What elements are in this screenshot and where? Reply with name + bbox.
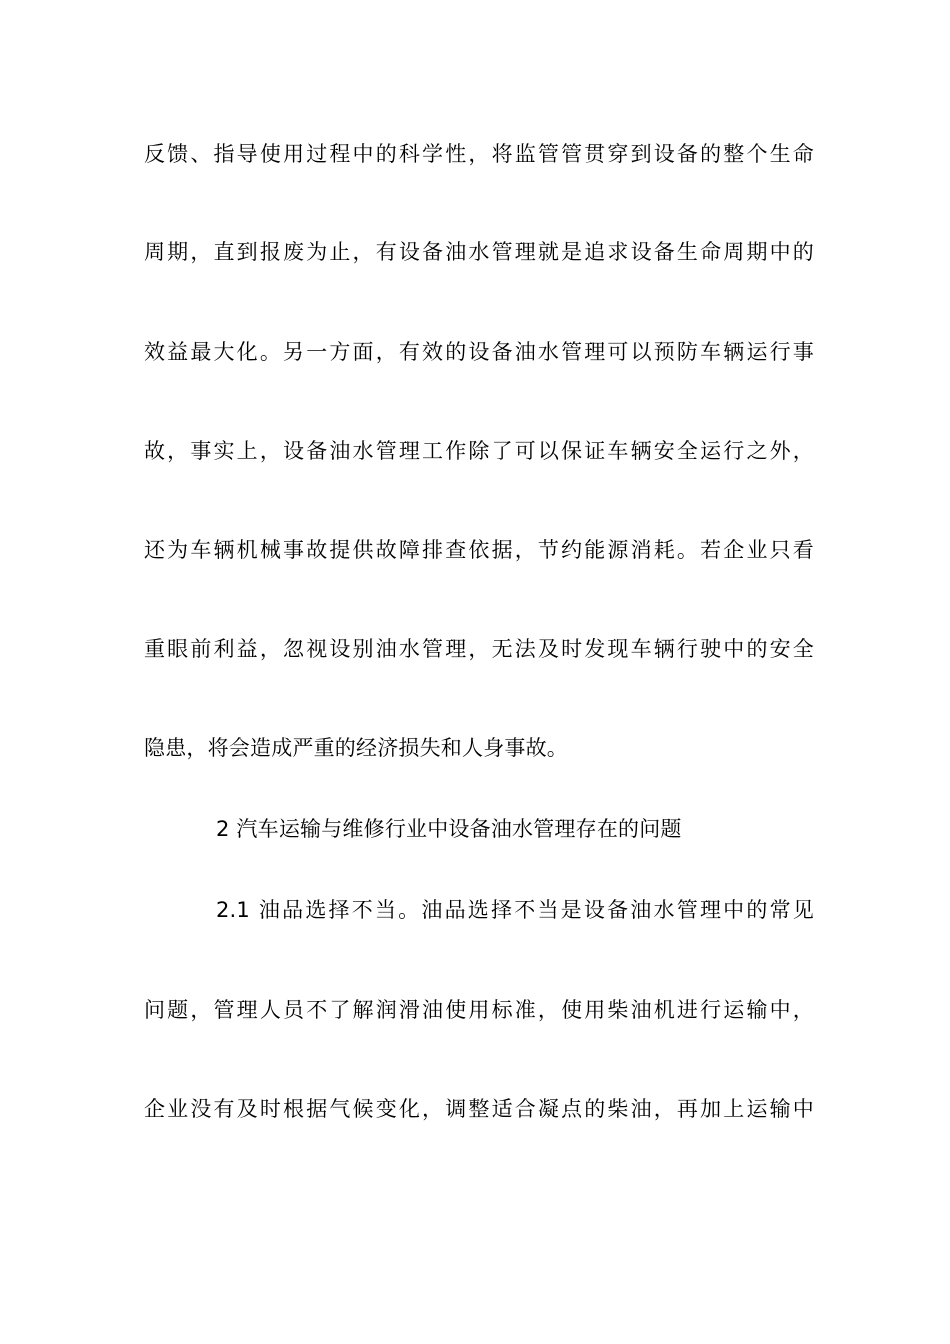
body-text-line: 反馈、指导使用过程中的科学性，将监管管贯穿到设备的整个生命: [144, 142, 814, 166]
body-text-line: 问题，管理人员不了解润滑油使用标准，使用柴油机进行运输中，: [144, 998, 814, 1022]
section-heading: 2 汽车运输与维修行业中设备油水管理存在的问题: [216, 817, 682, 841]
body-text-line: 周期，直到报废为止，有设备油水管理就是追求设备生命周期中的: [144, 240, 814, 264]
body-text-line: 效益最大化。另一方面，有效的设备油水管理可以预防车辆运行事: [144, 340, 814, 364]
body-text-line: 故，事实上，设备油水管理工作除了可以保证车辆安全运行之外，: [144, 439, 814, 463]
body-text-line: 隐患，将会造成严重的经济损失和人身事故。: [144, 736, 568, 760]
body-text-line: 还为车辆机械事故提供故障排查依据，节约能源消耗。若企业只看: [144, 538, 814, 562]
body-text-line: 重眼前利益，忽视设别油水管理，无法及时发现车辆行驶中的安全: [144, 637, 814, 661]
body-text-line: 2.1 油品选择不当。油品选择不当是设备油水管理中的常见: [216, 898, 814, 922]
body-text-line: 企业没有及时根据气候变化，调整适合凝点的柴油，再加上运输中: [144, 1097, 814, 1121]
